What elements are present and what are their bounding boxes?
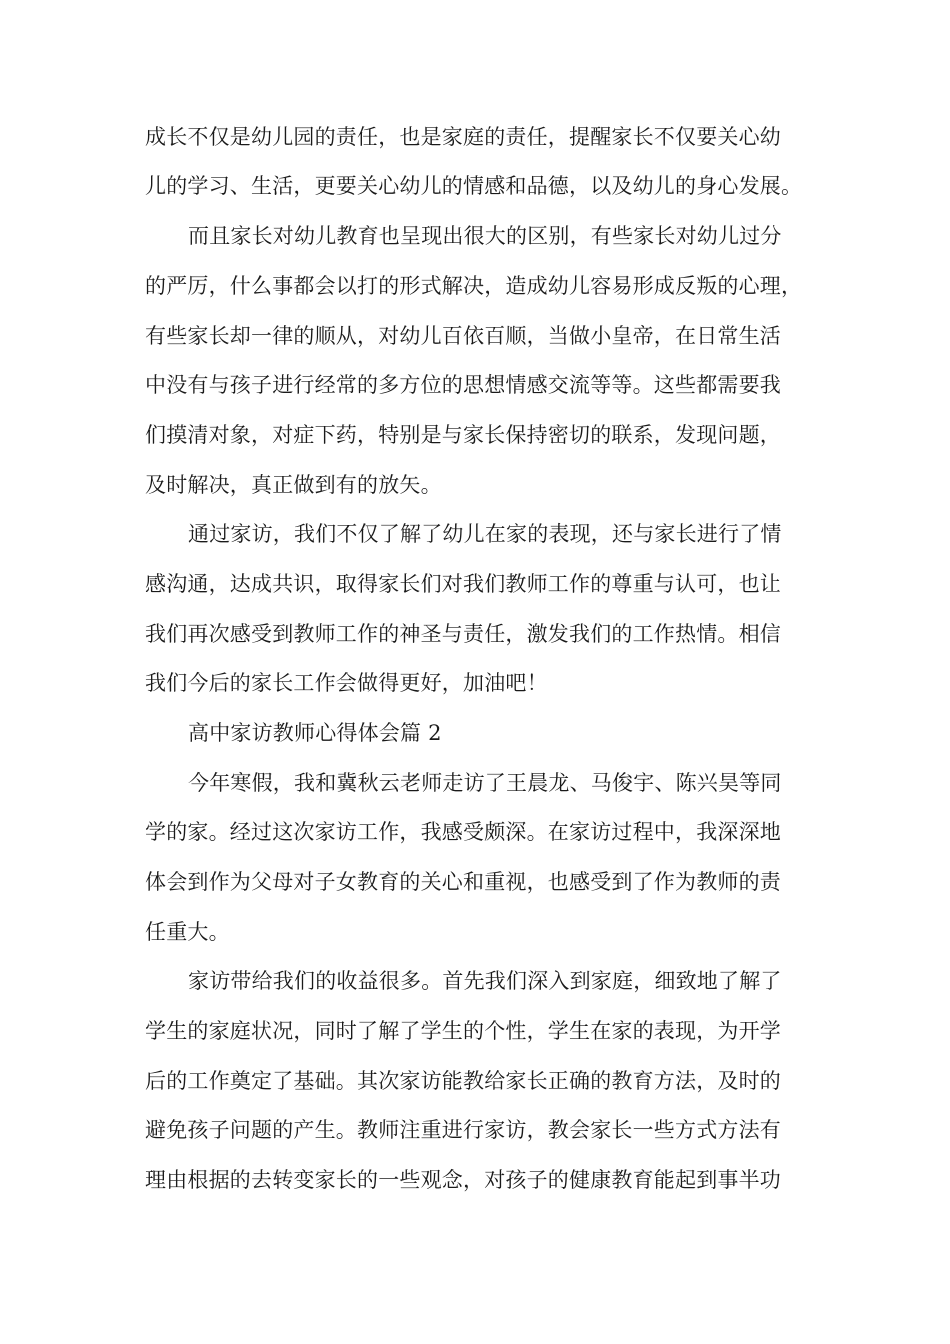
- text-line: 们摸清对象，对症下药，特别是与家长保持密切的联系，发现问题，: [145, 423, 781, 447]
- text-line: 家访带给我们的收益很多。首先我们深入到家庭，细致地了解了: [188, 969, 782, 993]
- text-line: 的严厉，什么事都会以打的形式解决，造成幼儿容易形成反叛的心理，: [145, 274, 803, 298]
- text-line: 及时解决，真正做到有的放矢。: [145, 473, 442, 497]
- text-line: 儿的学习、生活，更要关心幼儿的情感和品德，以及幼儿的身心发展。: [145, 174, 803, 198]
- text-line: 我们再次感受到教师工作的神圣与责任，激发我们的工作热情。相信: [145, 622, 781, 646]
- text-line: 学生的家庭状况，同时了解了学生的个性，学生在家的表现，为开学: [145, 1019, 781, 1043]
- text-line: 有些家长却一律的顺从，对幼儿百依百顺，当做小皇帝，在日常生活: [145, 324, 781, 348]
- text-line: 感沟通，达成共识，取得家长们对我们教师工作的尊重与认可，也让: [145, 572, 781, 596]
- text-line: 任重大。: [145, 920, 230, 944]
- text-line: 而且家长对幼儿教育也呈现出很大的区别，有些家长对幼儿过分: [188, 224, 782, 248]
- text-line: 理由根据的去转变家长的一些观念，对孩子的健康教育能起到事半功: [145, 1168, 781, 1192]
- text-line: 避免孩子问题的产生。教师注重进行家访，教会家长一些方式方法有: [145, 1118, 781, 1142]
- text-line: 通过家访，我们不仅了解了幼儿在家的表现，还与家长进行了情: [188, 522, 782, 546]
- text-line: 体会到作为父母对子女教育的关心和重视，也感受到了作为教师的责: [145, 870, 781, 894]
- text-line: 成长不仅是幼儿园的责任，也是家庭的责任，提醒家长不仅要关心幼: [145, 125, 781, 149]
- text-line: 今年寒假，我和冀秋云老师走访了王晨龙、马俊宇、陈兴昊等同: [188, 771, 782, 795]
- text-line: 中没有与孩子进行经常的多方位的思想情感交流等等。这些都需要我: [145, 373, 781, 397]
- text-line: 我们今后的家长工作会做得更好，加油吧！: [145, 671, 548, 695]
- text-line: 后的工作奠定了基础。其次家访能教给家长正确的教育方法，及时的: [145, 1069, 781, 1093]
- section-heading: 高中家访教师心得体会篇 2: [188, 721, 442, 745]
- text-line: 学的家。经过这次家访工作，我感受颇深。在家访过程中，我深深地: [145, 820, 781, 844]
